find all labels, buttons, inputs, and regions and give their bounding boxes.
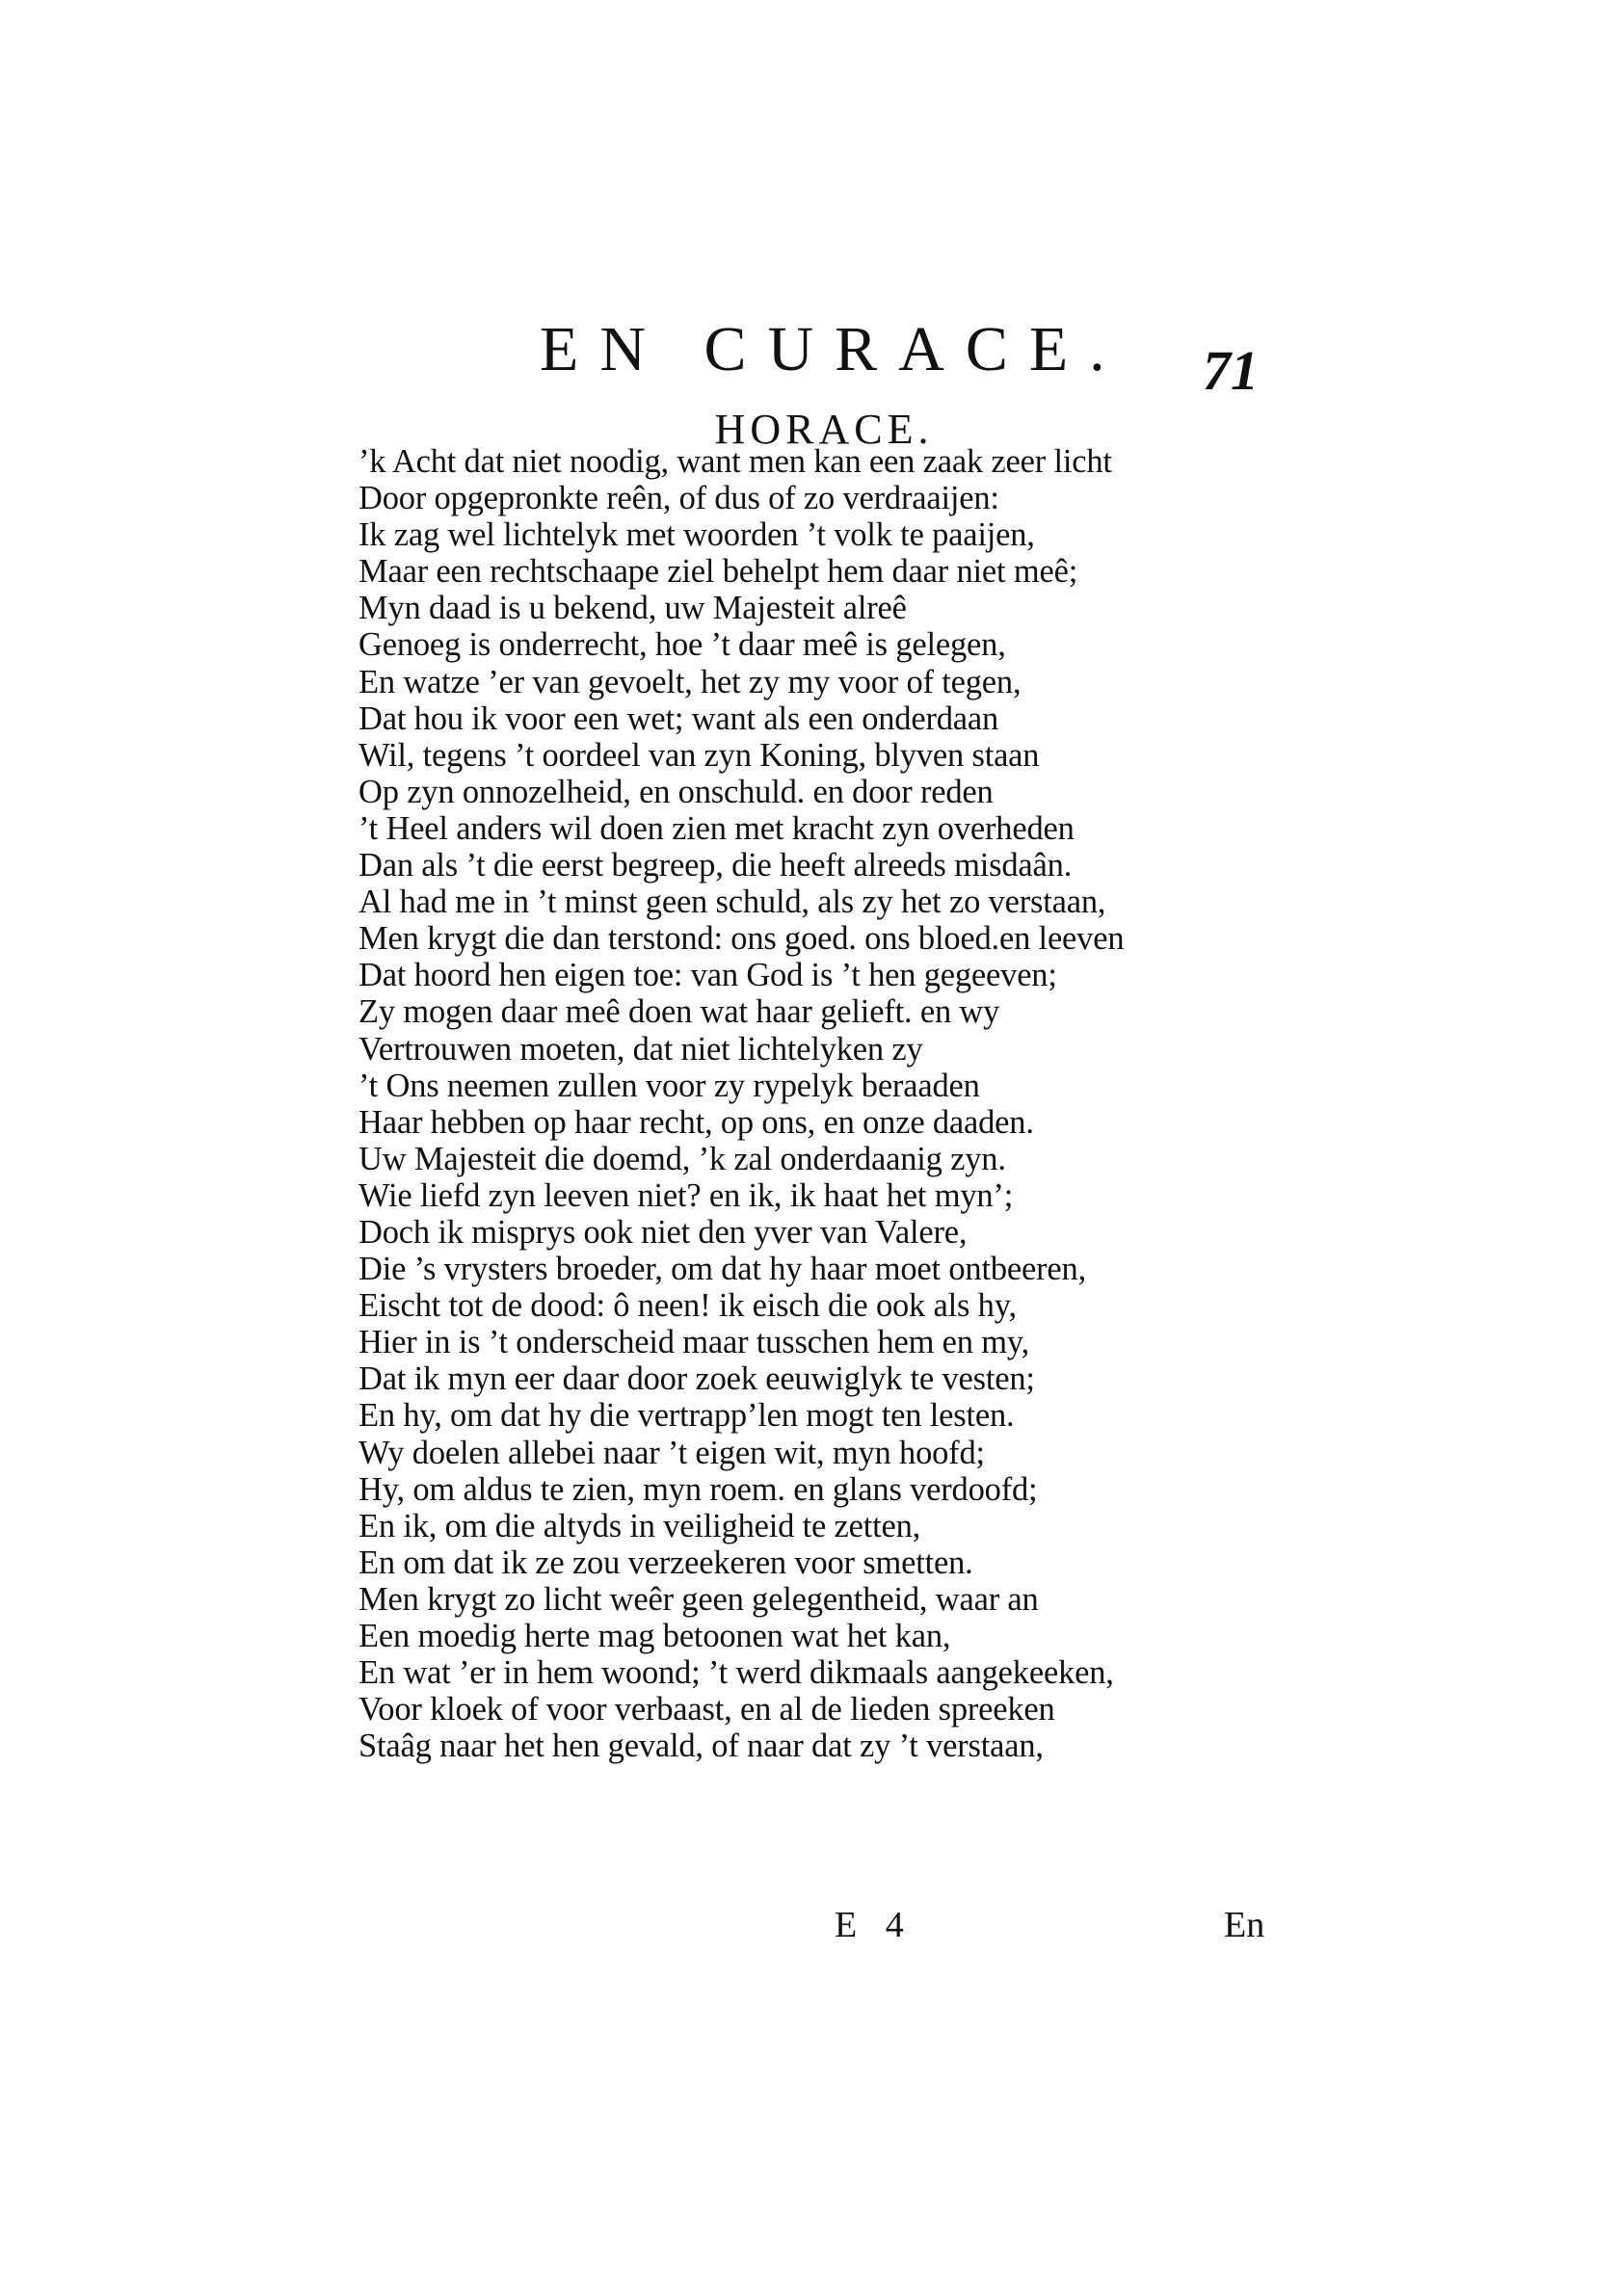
verse-line: Dat hou ik voor een wet; want als een onderdaan [358, 699, 999, 737]
verse-line: ’k Acht dat niet noodig, want men kan een zaak zeer licht [358, 443, 1112, 480]
verse-line: Een moedig herte mag betoonen wat het kan, [358, 1618, 951, 1654]
page-footer [0, 1901, 1619, 1949]
verse-line: En watze ’er van gevoelt, het zy my voor of tegen, [358, 663, 1022, 700]
verse-line: Hy, om aldus te zien, myn roem. en glans verdoofd; [358, 1470, 1038, 1508]
verse-line: Wy doelen allebei naar ’t eigen wit, myn hoofd; [358, 1434, 985, 1471]
verse-line: ’t Heel anders wil doen zien met kracht zyn overheden [358, 809, 1075, 847]
verse-line: Vertrouwen moeten, dat niet lichtelyken zy [358, 1030, 923, 1068]
verse-line: Ik zag wel lichtelyk met woorden ’t volk te paaijen, [358, 516, 1035, 554]
verse-line: Wie liefd zyn leeven niet? en ik, ik haat het myn’; [358, 1176, 1014, 1214]
verse-line: Haar hebben op haar recht, op ons, en onze daaden. [358, 1103, 1034, 1141]
verse-line: Dan als ’t die eerst begreep, die heeft alreeds misdaân. [358, 847, 1073, 884]
verse-line: Door opgepronkte reên, of dus of zo verdraaijen: [358, 480, 999, 517]
verse-line: ’t Ons neemen zullen voor zy rypelyk beraaden [358, 1067, 980, 1104]
verse-line: Op zyn onnozelheid, en onschuld. en door reden [358, 773, 994, 810]
verse-line: Uw Majesteit die doemd, ’k zal onderdaanig zyn. [358, 1140, 1006, 1177]
verse-line: Die ’s vrysters broeder, om dat hy haar moet ontbeeren, [358, 1251, 1086, 1288]
verse-line: En wat ’er in hem woond; ’t werd dikmaals aangekeeken, [358, 1654, 1114, 1692]
verse-line: Al had me in ’t minst geen schuld, als zy het zo verstaan, [358, 884, 1106, 921]
verse-line: Maar een rechtschaape ziel behelpt hem daar niet meê; [358, 553, 1078, 591]
page-number: 71 [1203, 339, 1259, 402]
verse-block [358, 443, 1284, 1764]
verse-line: Eischt tot de dood: ô neen! ik eisch die ook als hy, [358, 1287, 1017, 1325]
verse-line: Men krygt die dan terstond: ons goed. ons bloed.en leeven [358, 920, 1125, 958]
verse-line: En hy, om dat hy die vertrapp’len mogt ten lesten. [358, 1397, 1015, 1435]
speaker-name: HORACE. [714, 406, 934, 453]
verse-line: Staâg naar het hen gevald, of naar dat zy ’t verstaan, [358, 1728, 1044, 1765]
verse-line: Dat ik myn eer daar door zoek eeuwiglyk te vesten; [358, 1360, 1035, 1398]
verse-line: Doch ik misprys ook niet den yver van Valere, [358, 1213, 968, 1251]
verse-line: Voor kloek of voor verbaast, en al de lieden spreeken [358, 1691, 1055, 1729]
verse-line: Dat hoord hen eigen toe: van God is ’t hen gegeeven; [358, 957, 1057, 994]
catchword: En [1224, 1905, 1265, 1945]
signature-mark: E 4 [835, 1905, 914, 1945]
verse-line: En ik, om die altyds in veiligheid te zetten, [358, 1507, 921, 1544]
verse-line: Myn daad is u bekend, uw Majesteit alreê [358, 590, 907, 627]
running-head: EN CURACE. [540, 314, 1127, 384]
verse-line: En om dat ik ze zou verzeekeren voor smetten. [358, 1544, 973, 1581]
verse-line: Zy mogen daar meê doen wat haar gelieft. en wy [358, 993, 1000, 1031]
verse-line: Genoeg is onderrecht, hoe ’t daar meê is gelegen, [358, 626, 1006, 664]
verse-line: Wil, tegens ’t oordeel van zyn Koning, blyven staan [358, 736, 1040, 774]
verse-line: Men krygt zo licht weêr geen gelegentheid, waar an [358, 1580, 1039, 1618]
verse-line: Hier in is ’t onderscheid maar tusschen hem en my, [358, 1324, 1030, 1361]
